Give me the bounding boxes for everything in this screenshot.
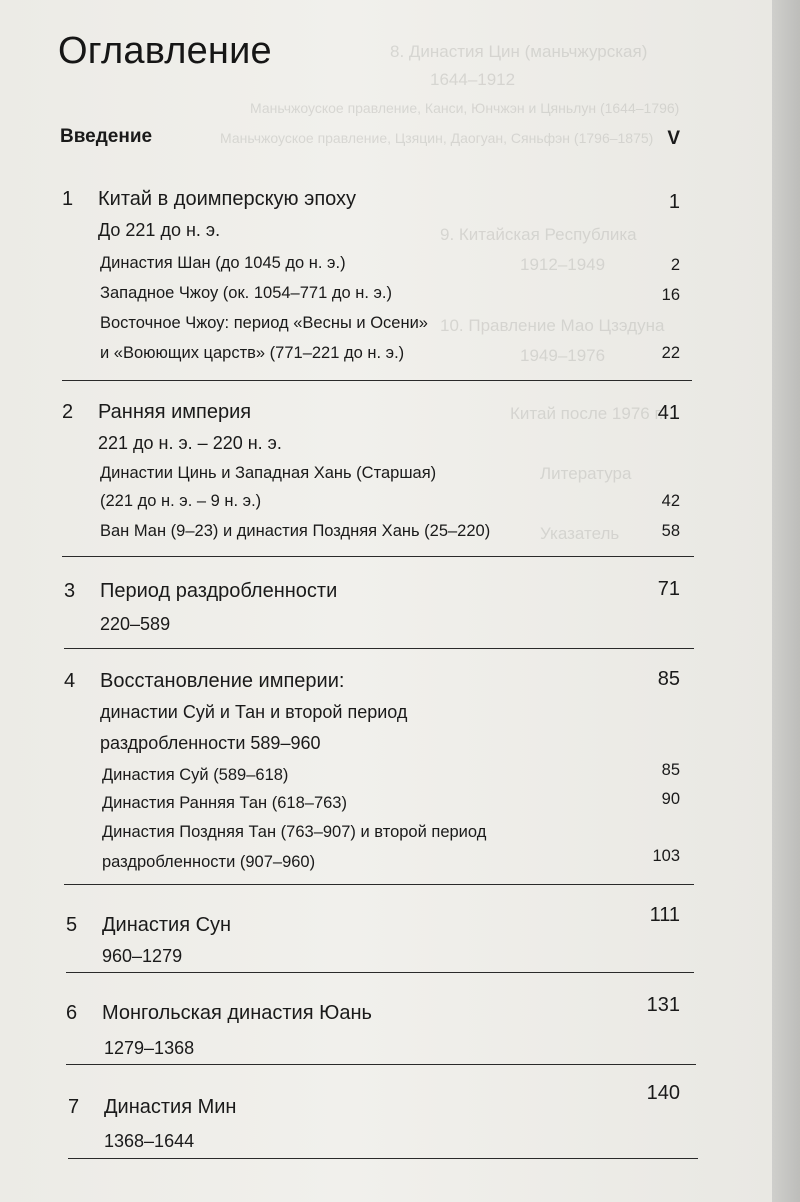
- section-title: Династии Цинь и Западная Хань (Старшая): [100, 464, 437, 482]
- divider: [64, 648, 694, 649]
- chapter-page: 85: [657, 668, 680, 690]
- divider: [62, 380, 692, 381]
- show-through-text: Китай после 1976 г.: [510, 404, 664, 423]
- chapter-title: Китай в доимперскую эпоху: [98, 188, 357, 210]
- chapter-title: Династия Сун: [102, 914, 232, 936]
- page-edge: [772, 0, 800, 1202]
- section-title-cont: раздробленности (907–960): [102, 853, 316, 871]
- chapter-dates: 220–589: [100, 614, 171, 634]
- chapter-title: Монгольская династия Юань: [102, 1002, 372, 1024]
- show-through-text: 1949–1976: [520, 346, 606, 365]
- chapter-number: 5: [66, 914, 78, 936]
- divider: [66, 972, 694, 973]
- chapter-dates: 1368–1644: [104, 1131, 195, 1151]
- section-page: 85: [661, 761, 680, 779]
- show-through-text: 1912–1949: [520, 255, 606, 274]
- section-title: Династия Ранняя Тан (618–763): [102, 794, 347, 812]
- chapter-page: 71: [657, 578, 680, 600]
- section-page: 16: [661, 286, 680, 304]
- show-through-text: Указатель: [540, 524, 620, 543]
- section-title: Ван Ман (9–23) и династия Поздняя Хань (25–220): [100, 522, 491, 540]
- chapter-number: 6: [66, 1002, 78, 1024]
- section-page: 42: [661, 492, 680, 510]
- divider: [66, 1064, 696, 1065]
- show-through-text: Литература: [540, 464, 632, 483]
- chapter-title-cont: династии Суй и Тан и второй период: [100, 702, 408, 722]
- intro-label: Введение: [60, 126, 153, 147]
- section-title-cont: и «Воюющих царств» (771–221 до н. э.): [100, 344, 405, 362]
- section-page: 90: [661, 790, 680, 808]
- chapter-dates: До 221 до н. э.: [98, 220, 221, 240]
- chapter-title: Династия Мин: [104, 1096, 237, 1118]
- chapter-page: 41: [657, 402, 680, 424]
- chapter-number: 2: [62, 401, 74, 423]
- section-page: 2: [670, 256, 680, 274]
- show-through-text: Маньчжоуское правление, Цзяцин, Даогуан, Сяньфэн (1796–1875): [220, 130, 654, 146]
- section-title: Западное Чжоу (ок. 1054–771 до н. э.): [100, 284, 393, 302]
- divider: [68, 1158, 698, 1159]
- section-title: Династия Шан (до 1045 до н. э.): [100, 254, 346, 272]
- chapter-title-cont: раздробленности 589–960: [100, 733, 321, 753]
- section-page: 22: [661, 344, 680, 362]
- chapter-title: Ранняя империя: [98, 401, 252, 423]
- chapter-page: 1: [668, 191, 680, 213]
- chapter-dates: 221 до н. э. – 220 н. э.: [98, 433, 282, 453]
- section-page: 58: [661, 522, 680, 540]
- chapter-dates: 960–1279: [102, 946, 183, 966]
- chapter-title: Восстановление империи:: [100, 670, 345, 692]
- chapter-title: Период раздробленности: [100, 580, 338, 602]
- chapter-number: 3: [64, 580, 76, 602]
- divider: [64, 884, 694, 885]
- chapter-number: 4: [64, 670, 76, 692]
- show-through-text: 8. Династия Цин (маньчжурская): [390, 42, 648, 61]
- page-title: Оглавление: [58, 30, 272, 72]
- chapter-number: 1: [62, 188, 74, 210]
- chapter-dates: 1279–1368: [104, 1038, 195, 1058]
- section-title: Династия Поздняя Тан (763–907) и второй период: [102, 823, 487, 841]
- chapter-number: 7: [68, 1096, 80, 1118]
- chapter-page: 131: [646, 994, 680, 1016]
- section-title: Восточное Чжоу: период «Весны и Осени»: [100, 314, 428, 332]
- section-title-cont: (221 до н. э. – 9 н. э.): [100, 492, 262, 510]
- section-page: 103: [652, 847, 680, 865]
- section-title: Династия Суй (589–618): [102, 766, 289, 784]
- chapter-page: 140: [646, 1082, 680, 1104]
- chapter-page: 111: [649, 904, 680, 926]
- intro-page: V: [667, 128, 680, 149]
- show-through-text: 1644–1912: [430, 70, 516, 89]
- show-through-text: 10. Правление Мао Цзэдуна: [440, 316, 665, 335]
- show-through-text: Маньчжоуское правление, Канси, Юнчжэн и Цяньлун (1644–1796): [250, 100, 680, 116]
- show-through-text: 9. Китайская Республика: [440, 225, 637, 244]
- divider: [62, 556, 694, 557]
